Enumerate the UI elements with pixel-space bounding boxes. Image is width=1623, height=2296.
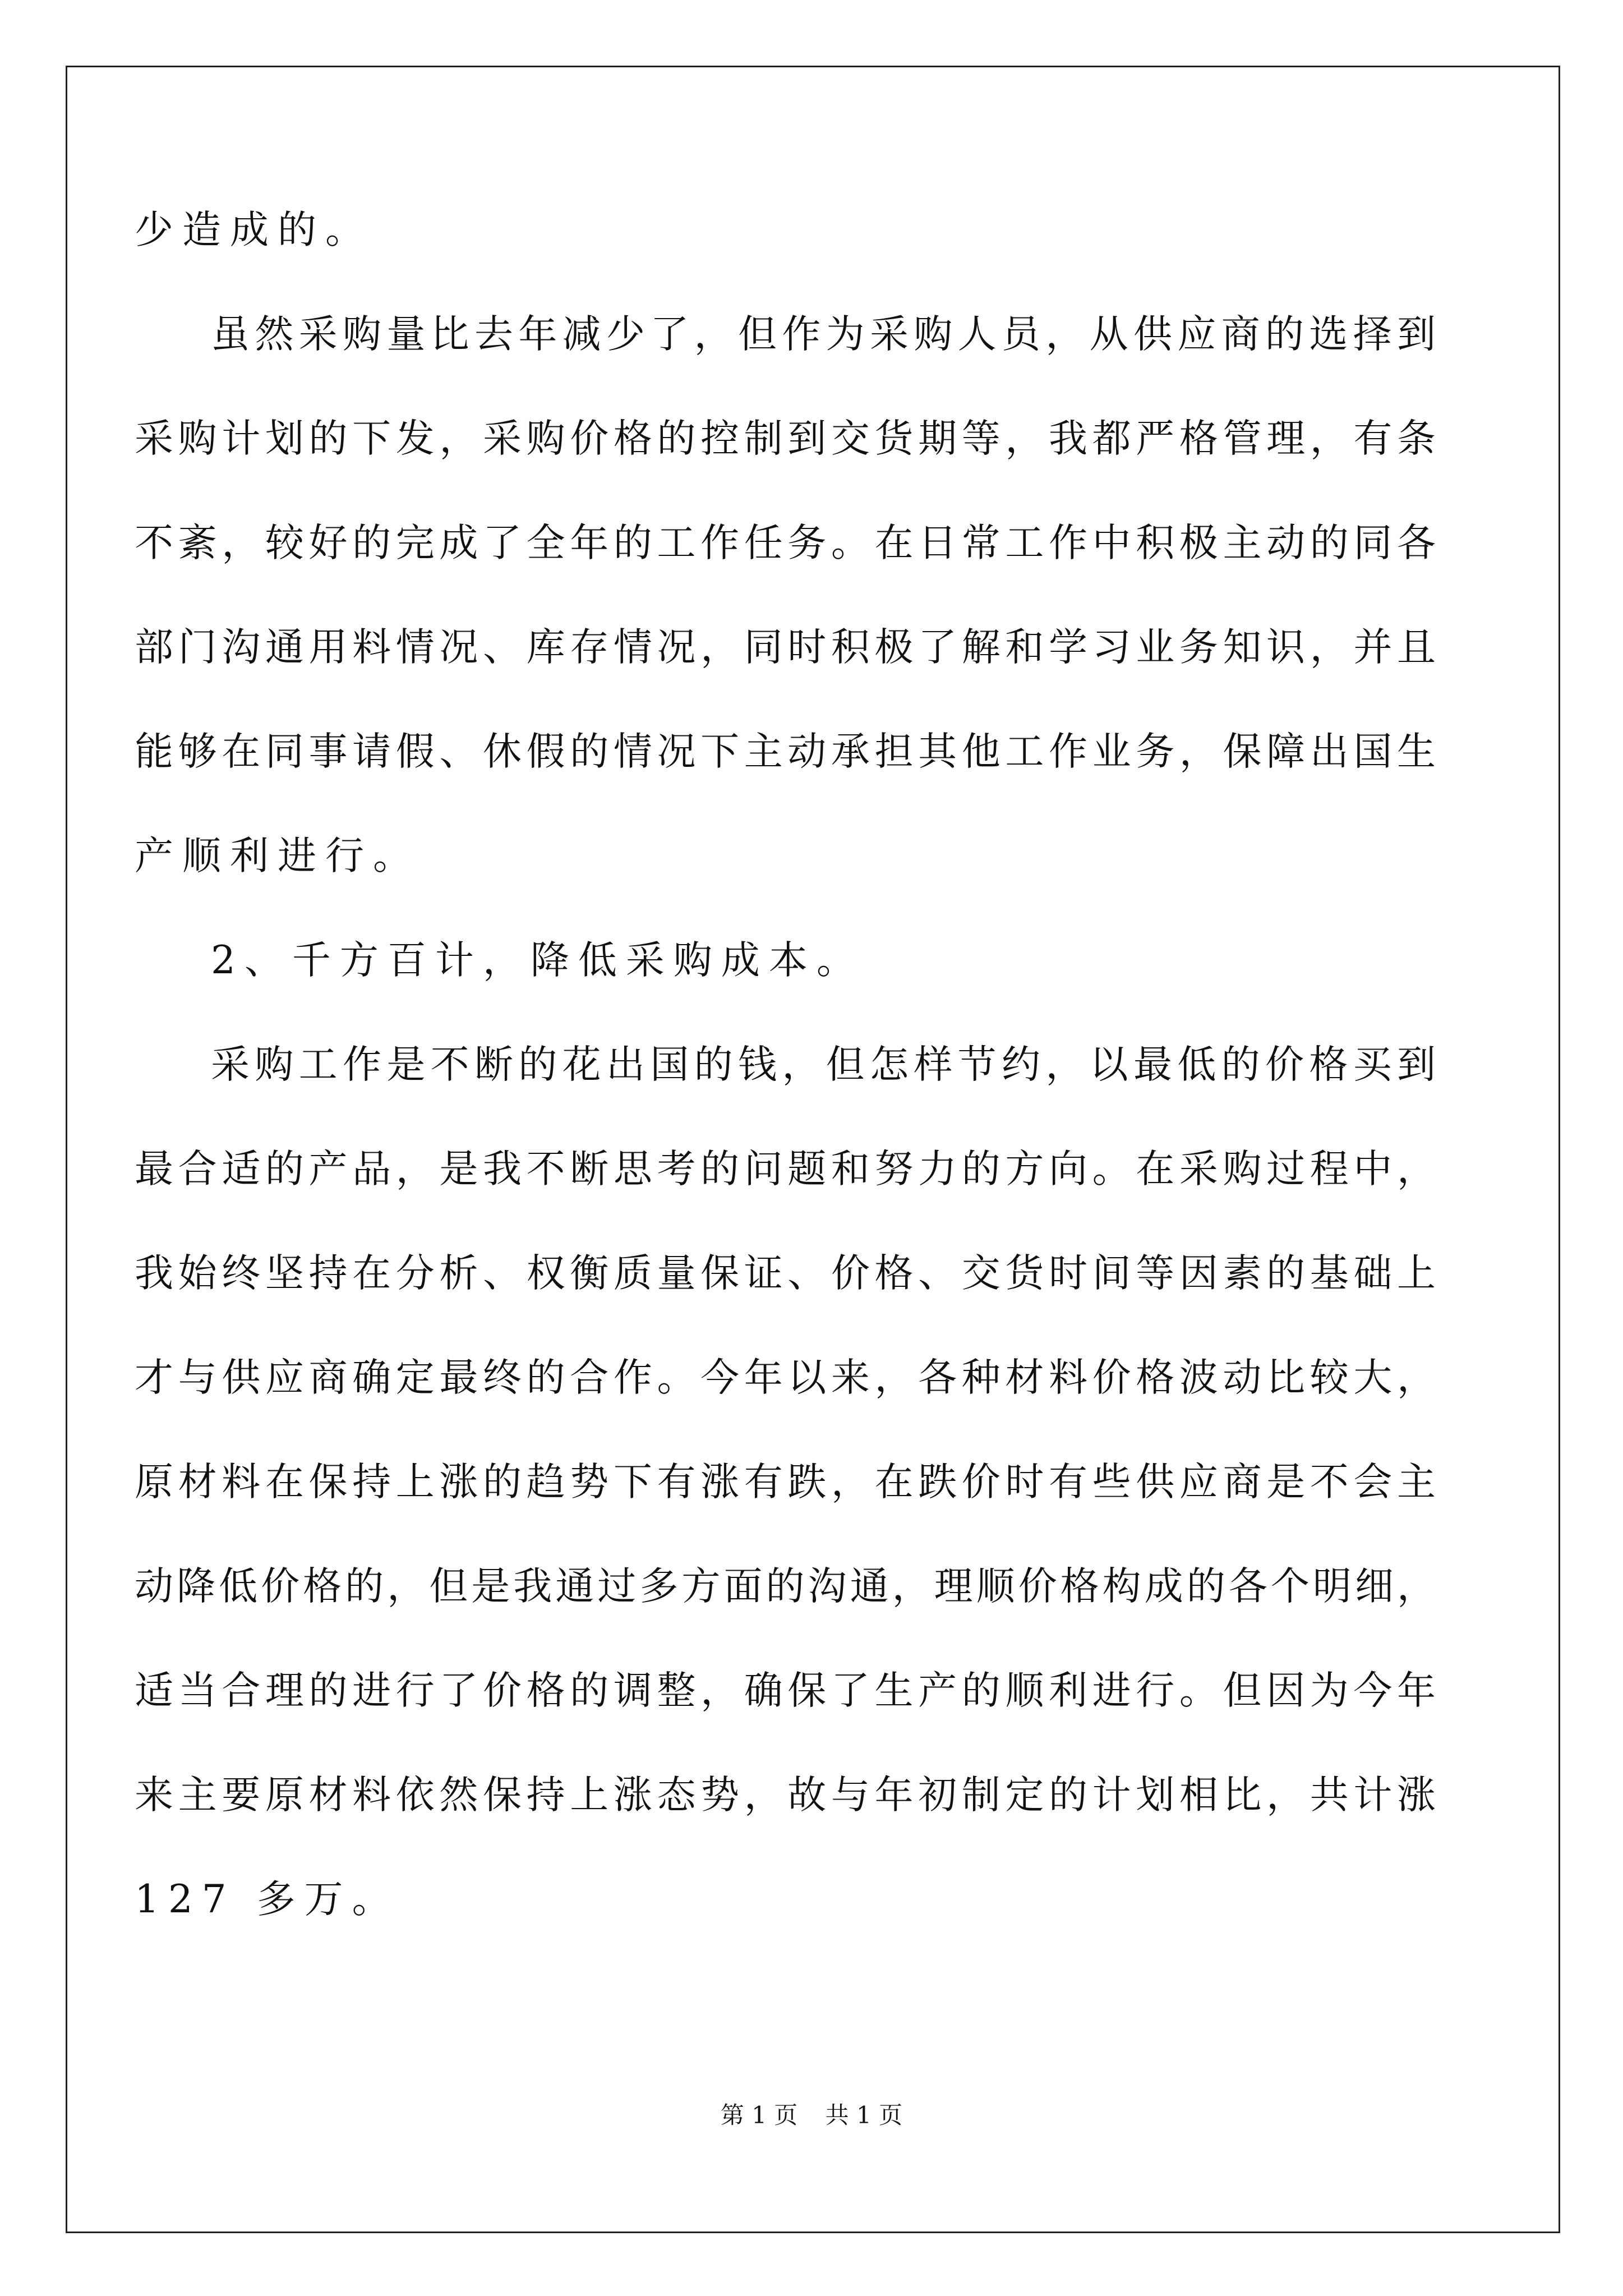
section-heading: 2、千方百计，降低采购成本。 (211, 938, 864, 983)
page-number: 第 1 页 (720, 2101, 798, 2129)
paragraph-line: 来主要原材料依然保持上涨态势，故与年初制定的计划相比，共计涨 (135, 1773, 1436, 1818)
paragraph-line: 才与供应商确定最终的合作。今年以来，各种材料价格波动比较大， (135, 1355, 1436, 1400)
paragraph-line: 我始终坚持在分析、权衡质量保证、价格、交货时间等因素的基础上 (135, 1251, 1436, 1296)
paragraph-line: 不紊，较好的完成了全年的工作任务。在日常工作中积极主动的同各 (135, 521, 1436, 565)
paragraph-line: 少造成的。 (135, 208, 373, 252)
page-total: 共 1 页 (825, 2101, 903, 2129)
paragraph-line: 原材料在保持上涨的趋势下有涨有跌，在跌价时有些供应商是不会主 (135, 1460, 1436, 1504)
paragraph-line: 部门沟通用料情况、库存情况，同时积极了解和学习业务知识，并且 (135, 625, 1436, 670)
paragraph-line: 虽然采购量比去年减少了，但作为采购人员，从供应商的选择到 (211, 312, 1436, 357)
paragraph-line: 能够在同事请假、休假的情况下主动承担其他工作业务，保障出国生 (135, 729, 1436, 774)
paragraph-line: 采购工作是不断的花出国的钱，但怎样节约，以最低的价格买到 (211, 1042, 1436, 1087)
paragraph-line: 127 多万。 (135, 1877, 400, 1922)
paragraph-line: 动降低价格的，但是我通过多方面的沟通，理顺价格构成的各个明细， (135, 1564, 1436, 1609)
paragraph-line: 适当合理的进行了价格的调整，确保了生产的顺利进行。但因为今年 (135, 1668, 1436, 1713)
paragraph-line: 产顺利进行。 (135, 834, 421, 878)
paragraph-line: 采购计划的下发，采购价格的控制到交货期等，我都严格管理，有条 (135, 416, 1436, 461)
page-footer (0, 2097, 1623, 2131)
paragraph-line: 最合适的产品，是我不断思考的问题和努力的方向。在采购过程中， (135, 1147, 1436, 1191)
